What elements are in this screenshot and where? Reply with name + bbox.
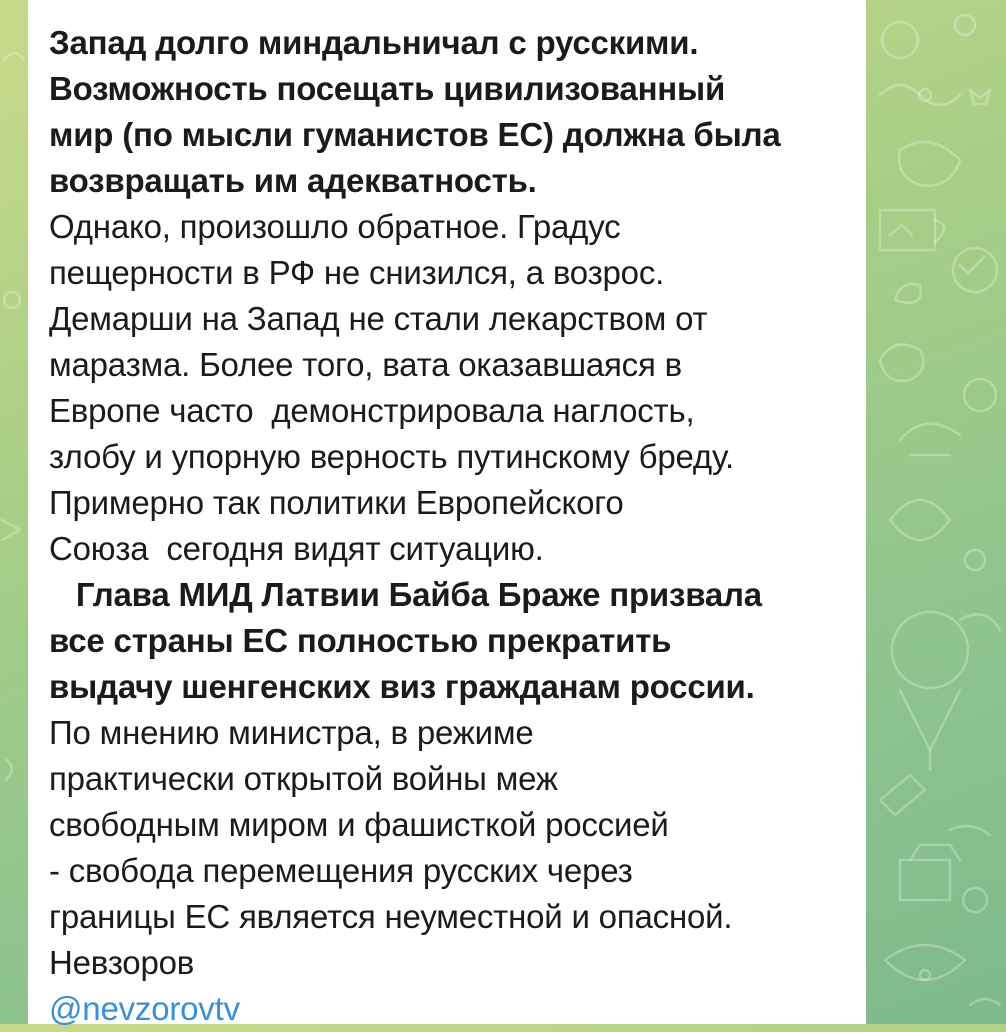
message-signature: Невзоров <box>49 944 195 981</box>
message-line: практически открытой войны меж <box>49 760 558 797</box>
message-line: выдачу шенгенских виз гражданам россии. <box>49 668 755 705</box>
message-line: мир (по мысли гуманистов ЕС) должна была <box>49 116 781 153</box>
message-line: свободным миром и фашисткой россией <box>49 806 669 843</box>
message-line: Примерно так политики Европейского <box>49 484 624 521</box>
message-line: злобу и упорную верность путинскому бреду. <box>49 438 734 475</box>
message-line: Европе часто демонстрировала наглость, <box>49 392 695 429</box>
message-line: Демарши на Запад не стали лекарством от <box>49 300 708 337</box>
message-line: По мнению министра, в режиме <box>49 714 534 751</box>
message-line: все страны ЕС полностью прекратить <box>49 622 672 659</box>
message-line: Союза сегодня видят ситуацию. <box>49 530 544 567</box>
message-line: Однако, произошло обратное. Градус <box>49 208 621 245</box>
message-line: возвращать им адекватность. <box>49 162 537 199</box>
message-line: маразма. Более того, вата оказавшаяся в <box>49 346 682 383</box>
message-text <box>49 20 848 1032</box>
message-line: границы ЕС является неуместной и опасной. <box>49 898 733 935</box>
channel-link[interactable]: @nevzorovtv <box>49 990 240 1027</box>
message-bubble <box>28 0 866 1027</box>
message-line: - свобода перемещения русских через <box>49 852 633 889</box>
message-line: пещерности в РФ не снизился, а возрос. <box>49 254 665 291</box>
message-line: Возможность посещать цивилизованный <box>49 70 726 107</box>
message-line: Запад долго миндальничал с русскими. <box>49 24 699 61</box>
message-line: Глава МИД Латвии Байба Браже призвала <box>49 576 762 613</box>
